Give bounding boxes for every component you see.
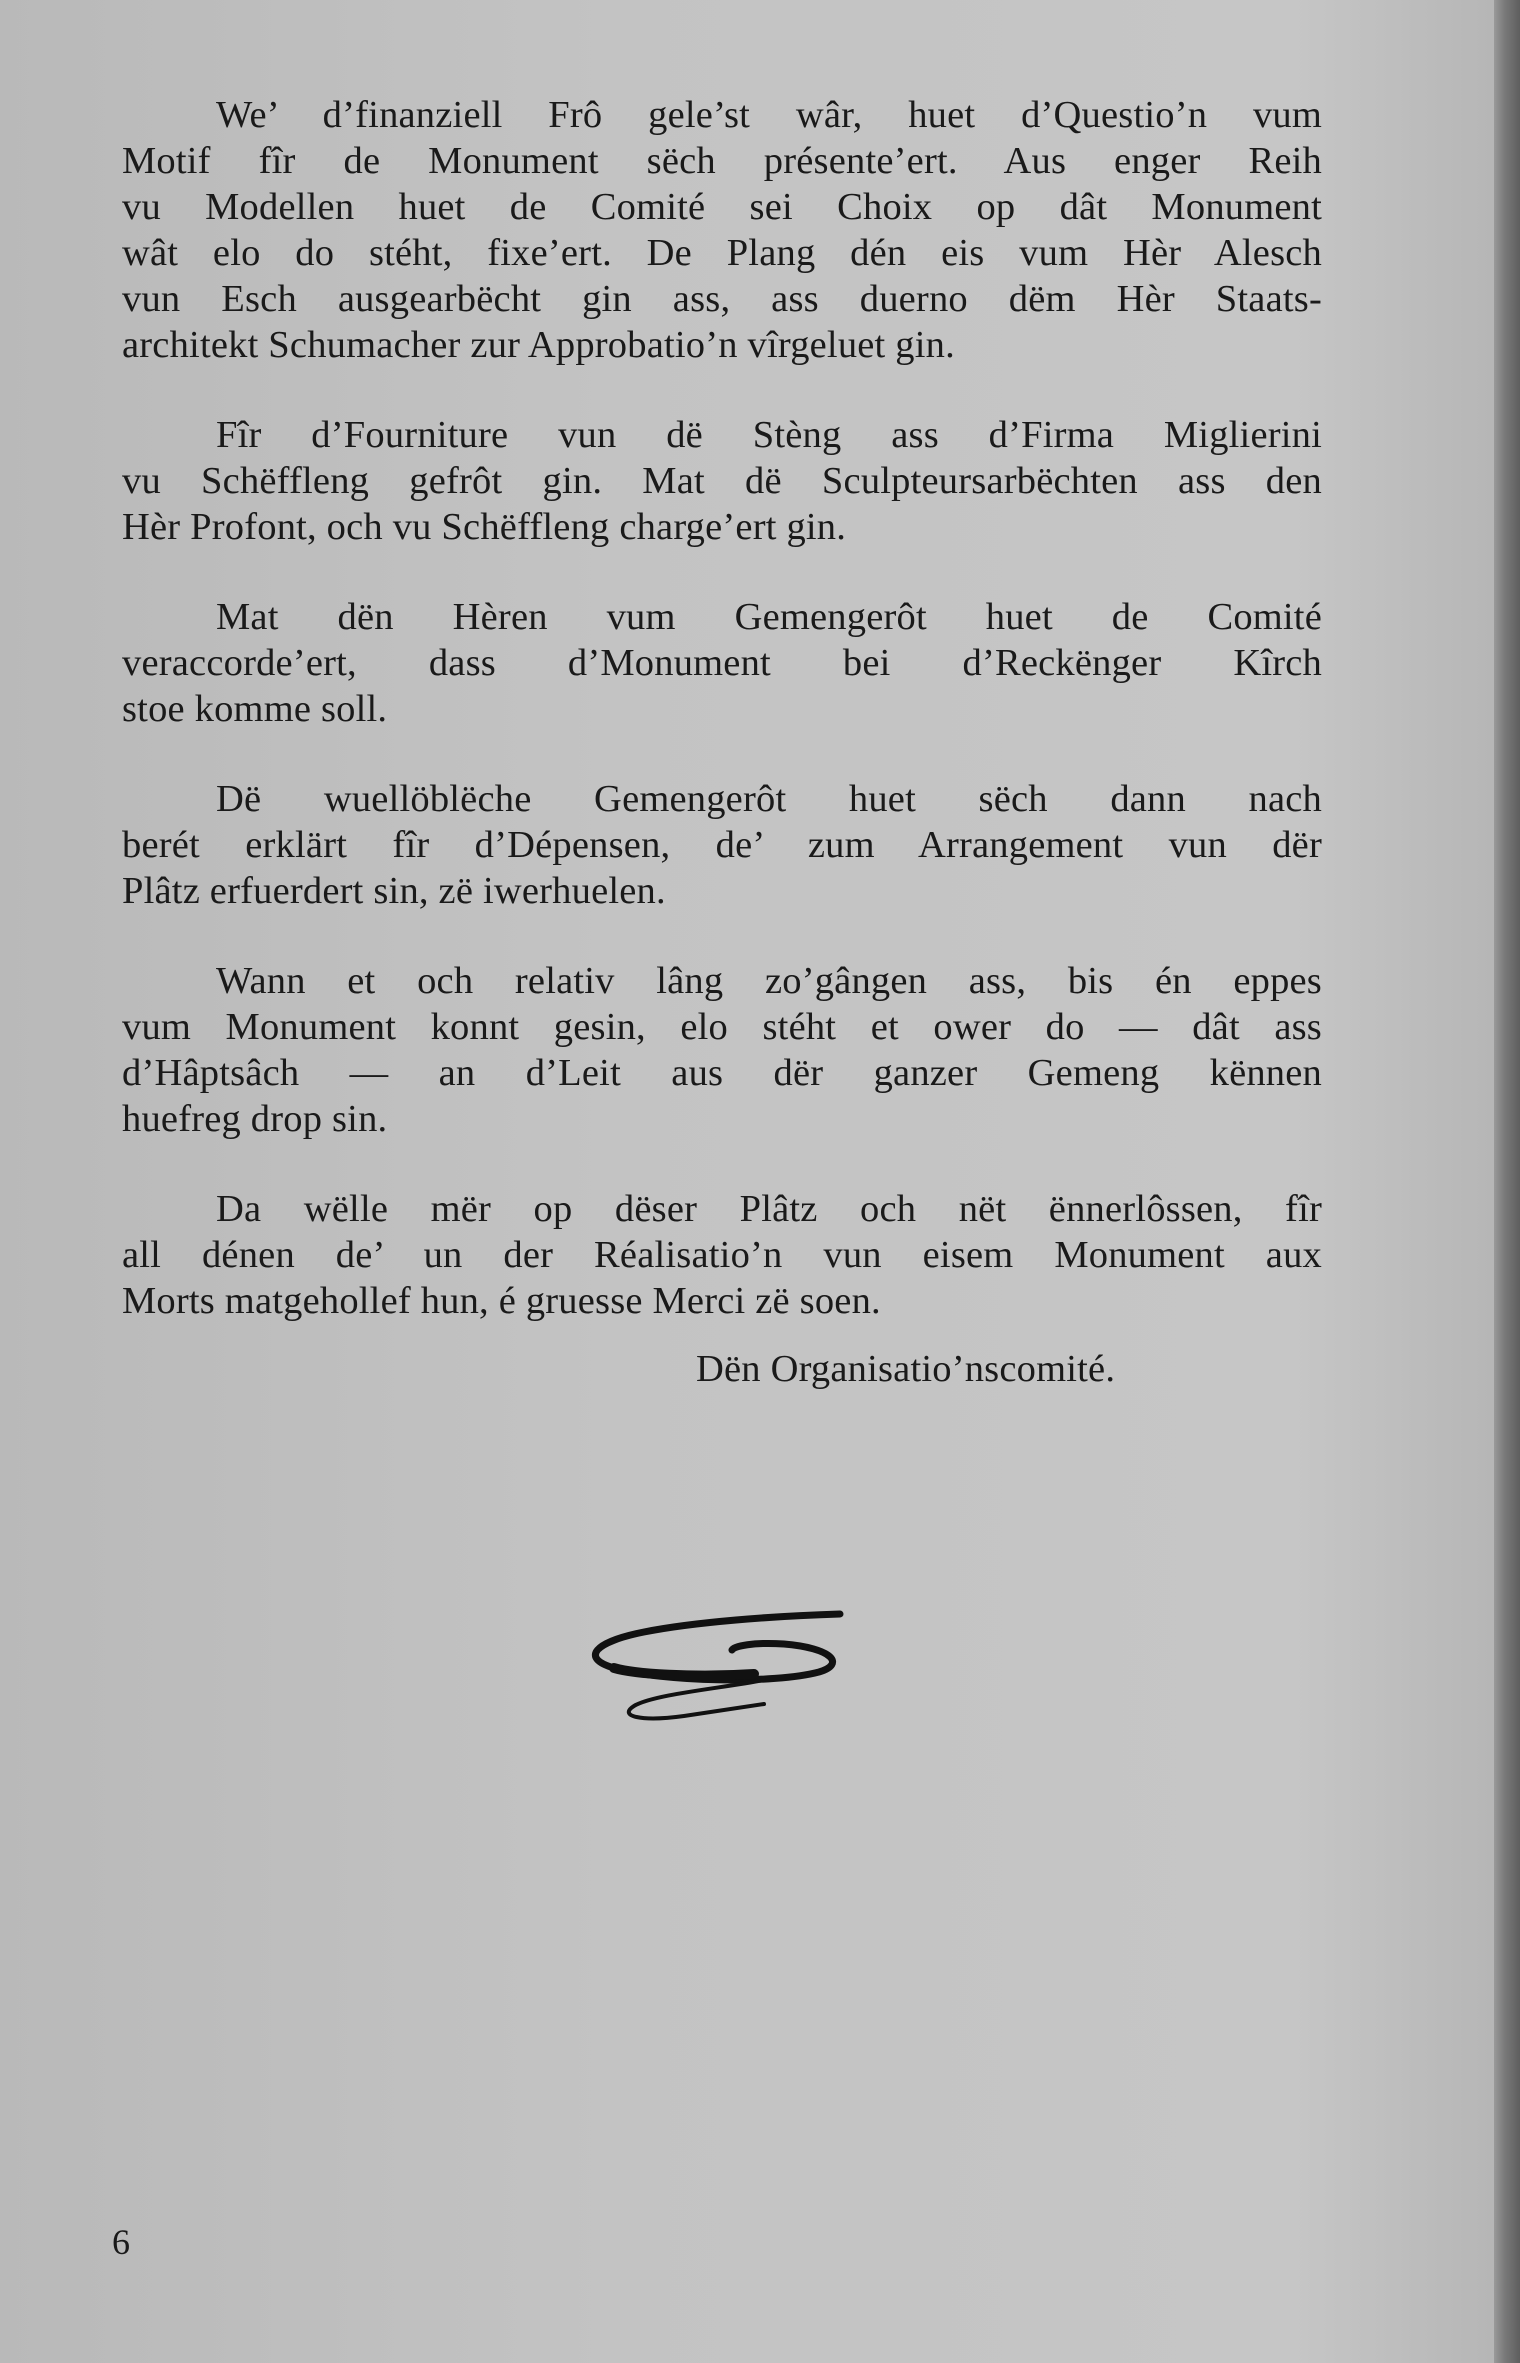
- text-line: vum Monument konnt gesin, elo stéht et ower do — dât ass: [122, 1006, 1322, 1048]
- paragraph-3: [122, 594, 1322, 732]
- paragraph-2: [122, 412, 1322, 550]
- text-line: Dë wuellöblëche Gemengerôt huet sëch dann nach: [216, 778, 1322, 820]
- text-line: wât elo do stéht, fixe’ert. De Plang dén eis vum Hèr Alesch: [122, 232, 1322, 274]
- text-line: Mat dën Hèren vum Gemengerôt huet de Comité: [216, 596, 1322, 638]
- text-line: stoe komme soll.: [122, 688, 388, 730]
- paragraph-5: [122, 958, 1322, 1142]
- text-line: Wann et och relativ lâng zo’gângen ass, bis én eppes: [216, 960, 1322, 1002]
- text-line: huefreg drop sin.: [122, 1098, 388, 1140]
- text-line: berét erklärt fîr d’Dépensen, de’ zum Arrangement vun dër: [122, 824, 1322, 866]
- text-line: Motif fîr de Monument sëch présente’ert. Aus enger Reih: [122, 140, 1322, 182]
- flourish-ornament-icon: [574, 1608, 854, 1768]
- paragraph-4: [122, 776, 1322, 914]
- text-line: Fîr d’Fourniture vun dë Stèng ass d’Firma Miglierini: [216, 414, 1322, 456]
- text-line: Da wëlle mër op dëser Plâtz och nët ënnerlôssen, fîr: [216, 1188, 1322, 1230]
- text-line: Morts matgehollef hun, é gruesse Merci zë soen.: [122, 1280, 881, 1322]
- text-line: vun Esch ausgearbëcht gin ass, ass duerno dëm Hèr Staats-: [122, 278, 1322, 320]
- paragraph-1: [122, 92, 1322, 368]
- text-line: d’Hâptsâch — an d’Leit aus dër ganzer Gemeng kënnen: [122, 1052, 1322, 1094]
- text-line: veraccorde’ert, dass d’Monument bei d’Reckënger Kîrch: [122, 642, 1322, 684]
- text-line: architekt Schumacher zur Approbatio’n vîrgeluet gin.: [122, 324, 955, 366]
- text-line: Hèr Profont, och vu Schëffleng charge’ert gin.: [122, 506, 847, 548]
- paragraph-6: [122, 1186, 1322, 1324]
- body-text: [122, 92, 1322, 1368]
- text-line: We’ d’finanziell Frô gele’st wâr, huet d’Questio’n vum: [216, 94, 1322, 136]
- page-edge-shadow: [1494, 0, 1520, 2363]
- page-number: 6: [112, 2222, 130, 2262]
- text-line: all dénen de’ un der Réalisatio’n vun eisem Monument aux: [122, 1234, 1322, 1276]
- text-line: Plâtz erfuerdert sin, zë iwerhuelen.: [122, 870, 666, 912]
- signature: Dën Organisatio’nscomité.: [696, 1348, 1116, 1390]
- text-line: vu Schëffleng gefrôt gin. Mat dë Sculpteursarbëchten ass den: [122, 460, 1322, 502]
- text-line: vu Modellen huet de Comité sei Choix op dât Monument: [122, 186, 1322, 228]
